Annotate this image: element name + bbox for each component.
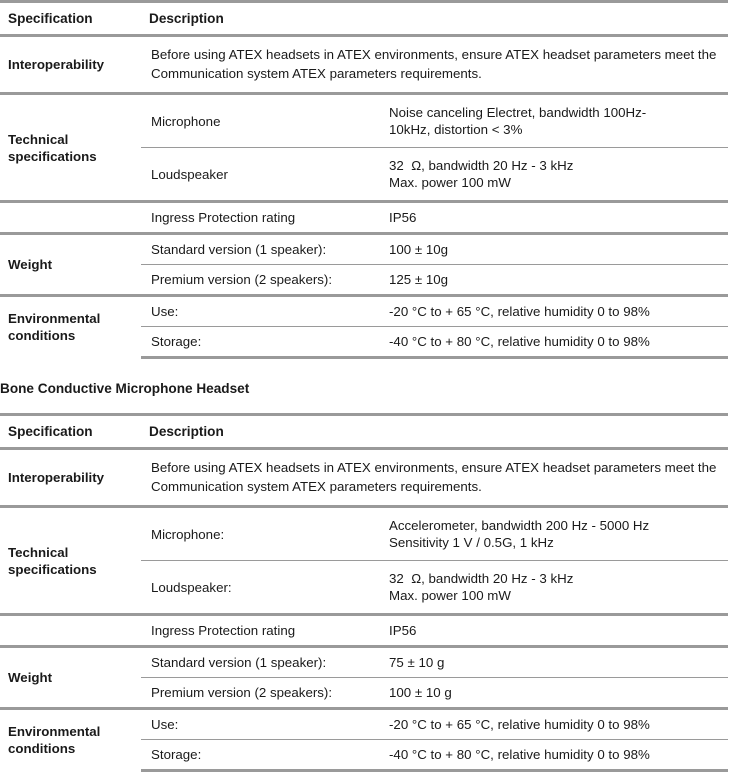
sub-label-ingress-protection: Ingress Protection rating [141, 202, 385, 234]
row-label-technical-specifications: Technical specifications [8, 544, 97, 577]
table-row-ingress-protection [0, 615, 728, 647]
sub-label-weight-standard: Standard version (1 speaker): [151, 242, 327, 257]
sub-value-weight-standard: 100 ± 10g [389, 242, 449, 257]
column-header-specification: Specification [0, 2, 141, 36]
sub-label-environmental-use: Use: [141, 296, 385, 327]
column-header-description: Description [141, 2, 728, 36]
sub-value-microphone: Accelerometer, bandwidth 200 Hz - 5000 Hz Sensitivity 1 V / 0.5G, 1 kHz [389, 518, 650, 550]
row-label-interoperability: Interoperability [0, 36, 141, 94]
table-row-interoperability [0, 36, 728, 94]
row-value-interoperability: Before using ATEX headsets in ATEX environments, ensure ATEX headset parameters meet the Communication system ATEX parameters requirements. [141, 449, 728, 507]
sub-value-ingress-protection: IP56 [385, 202, 728, 234]
sub-value-environmental-use: -20 °C to + 65 °C, relative humidity 0 to 98% [385, 296, 728, 327]
table-row-ingress-protection [0, 202, 728, 234]
sub-value-environmental-storage: -40 °C to + 80 °C, relative humidity 0 to 98% [385, 740, 728, 771]
sub-value-microphone: Noise canceling Electret, bandwidth 100Hz- 10kHz, distortion < 3% [389, 105, 647, 137]
table-header-row [0, 415, 728, 449]
sub-label-weight-standard: Standard version (1 speaker): [151, 655, 327, 670]
row-label-weight: Weight [8, 257, 53, 272]
ohm-symbol: Ω [411, 571, 422, 586]
row-label-weight: Weight [8, 670, 53, 685]
sub-value-environmental-storage: -40 °C to + 80 °C, relative humidity 0 to 98% [385, 327, 728, 358]
row-label-interoperability: Interoperability [0, 449, 141, 507]
sub-label-loudspeaker: Loudspeaker: [141, 561, 385, 615]
column-header-description: Description [141, 415, 728, 449]
spec-table-bone-conductive-headset [0, 413, 728, 772]
sub-label-microphone: Microphone: [151, 526, 225, 542]
table-header-row [0, 2, 728, 36]
table-row-weight-standard [0, 647, 728, 678]
row-label-environmental-conditions: Environmental conditions [0, 296, 141, 358]
sub-value-weight-premium: 100 ± 10 g [385, 678, 728, 709]
loudspeaker-impedance-line: 32 Ω, bandwidth 20 Hz - 3 kHz [389, 158, 574, 173]
sub-label-environmental-storage: Storage: [141, 740, 385, 771]
sub-value-environmental-use: -20 °C to + 65 °C, relative humidity 0 to 98% [385, 709, 728, 740]
row-label-technical-specifications: Technical specifications [8, 131, 97, 164]
table-row-environmental-use [0, 296, 728, 327]
sub-label-microphone: Microphone [151, 113, 221, 129]
table-row-weight-standard [0, 234, 728, 265]
sub-label-ingress-protection: Ingress Protection rating [141, 615, 385, 647]
row-label-environmental-conditions: Environmental conditions [0, 709, 141, 771]
row-label-blank [0, 615, 141, 647]
table-row-environmental-use [0, 709, 728, 740]
sub-label-loudspeaker: Loudspeaker [141, 148, 385, 202]
sub-value-loudspeaker: 32 Ω, bandwidth 20 Hz - 3 kHz Max. power 100 mW [385, 148, 728, 202]
sub-label-weight-premium: Premium version (2 speakers): [141, 678, 385, 709]
table-row-interoperability [0, 449, 728, 507]
row-label-blank [0, 202, 141, 234]
sub-label-weight-premium: Premium version (2 speakers): [141, 265, 385, 296]
sub-value-weight-standard: 75 ± 10 g [389, 655, 445, 670]
column-header-specification: Specification [0, 415, 141, 449]
sub-value-ingress-protection: IP56 [385, 615, 728, 647]
table-row-technical-microphone [0, 94, 728, 148]
spec-table-atex-headset [0, 0, 728, 359]
table-row-technical-microphone [0, 507, 728, 561]
spacer-below-heading [0, 396, 734, 413]
row-value-interoperability: Before using ATEX headsets in ATEX environments, ensure ATEX headset parameters meet the Communication system ATEX parameters requirements. [141, 36, 728, 94]
spacer-above-heading [0, 359, 734, 381]
loudspeaker-impedance-line: 32 Ω, bandwidth 20 Hz - 3 kHz [389, 571, 574, 586]
sub-value-weight-premium: 125 ± 10g [385, 265, 728, 296]
sub-label-environmental-use: Use: [141, 709, 385, 740]
ohm-symbol: Ω [411, 158, 422, 173]
sub-value-loudspeaker: 32 Ω, bandwidth 20 Hz - 3 kHz Max. power 100 mW [385, 561, 728, 615]
sub-label-environmental-storage: Storage: [141, 327, 385, 358]
section-heading-bone-conductive: Bone Conductive Microphone Headset [0, 381, 250, 396]
